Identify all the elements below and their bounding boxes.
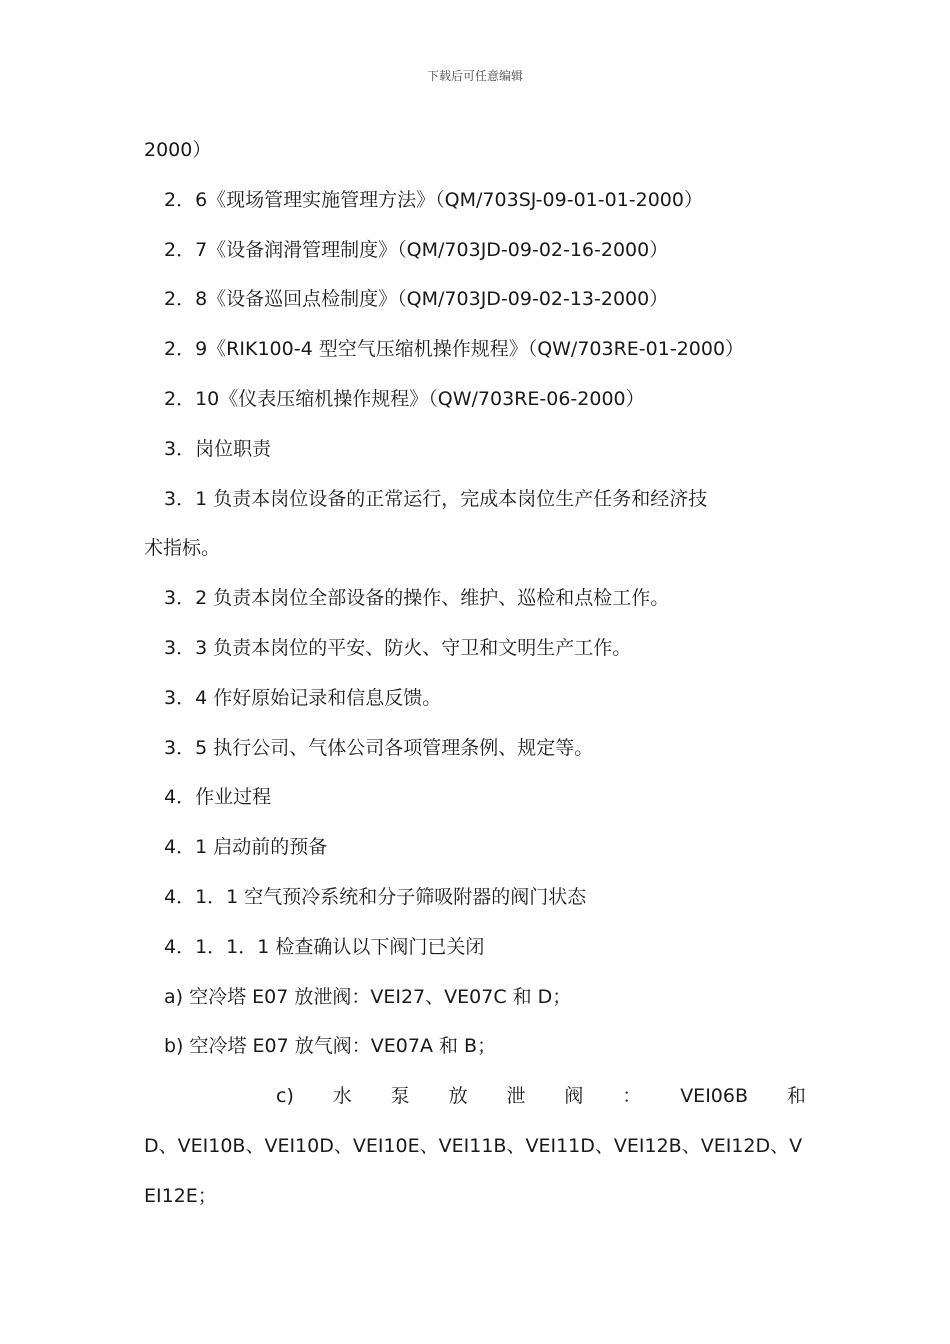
justified-list-item bbox=[144, 1072, 806, 1122]
text-line: 3．2 负责本岗位全部设备的操作、维护、巡检和点检工作。 bbox=[164, 587, 670, 610]
spread-text: 放 bbox=[448, 1085, 468, 1108]
text-line: 3．4 作好原始记录和信息反馈。 bbox=[164, 686, 442, 709]
spread-text: 水 bbox=[332, 1085, 352, 1108]
text-line: D、VEI10B、VEI10D、VEI10E、VEI11B、VEI11D、VEI12B、VEI12D、V bbox=[144, 1134, 803, 1157]
section-heading: 3．岗位职责 bbox=[164, 437, 272, 460]
text-line: 4．1．1．1 检查确认以下阀门已关闭 bbox=[164, 935, 485, 958]
section-heading: 4．作业过程 bbox=[164, 786, 272, 809]
text-line: 2．8《设备巡回点检制度》（QM/703JD-09-02-13-2000） bbox=[164, 288, 669, 311]
spread-text: 和 bbox=[786, 1085, 806, 1108]
text-line: 2．6《现场管理实施管理方法》（QM/703SJ-09-01-01-2000） bbox=[164, 188, 703, 211]
text-line: 2．9《RIK100-4 型空气压缩机操作规程》（QW/703RE-01-2000） bbox=[164, 338, 745, 361]
document-body bbox=[144, 126, 806, 1222]
text-line: EI12E； bbox=[144, 1184, 217, 1207]
text-line: 2．7《设备润滑管理制度》（QM/703JD-09-02-16-2000） bbox=[164, 238, 669, 261]
text-line: 4．1 启动前的预备 bbox=[164, 836, 328, 859]
spread-text: ： bbox=[622, 1085, 642, 1108]
spread-text: 阀 bbox=[564, 1085, 584, 1108]
page-header: 下载后可任意编辑 bbox=[426, 69, 523, 83]
text-line: 3．3 负责本岗位的平安、防火、守卫和文明生产工作。 bbox=[164, 636, 632, 659]
text-line: 3．1 负责本岗位设备的正常运行，完成本岗位生产任务和经济技 bbox=[164, 487, 708, 510]
spread-text: 泵 bbox=[390, 1085, 410, 1108]
spread-text: VEI06B bbox=[680, 1085, 749, 1108]
text-line: 4．1．1 空气预冷系统和分子筛吸附器的阀门状态 bbox=[164, 885, 587, 908]
list-item: a) 空冷塔 E07 放泄阀：VEI27、VE07C 和 D； bbox=[164, 985, 572, 1008]
text-line: 2．10《仪表压缩机操作规程》（QW/703RE-06-2000） bbox=[164, 387, 645, 410]
text-line: 术指标。 bbox=[144, 537, 221, 560]
text-line: 3．5 执行公司、气体公司各项管理条例、规定等。 bbox=[164, 736, 594, 759]
spread-text: c) bbox=[276, 1085, 294, 1108]
spread-text: 泄 bbox=[506, 1085, 526, 1108]
list-item: b) 空冷塔 E07 放气阀：VE07A 和 B； bbox=[164, 1035, 497, 1058]
text-line: 2000） bbox=[144, 139, 212, 161]
